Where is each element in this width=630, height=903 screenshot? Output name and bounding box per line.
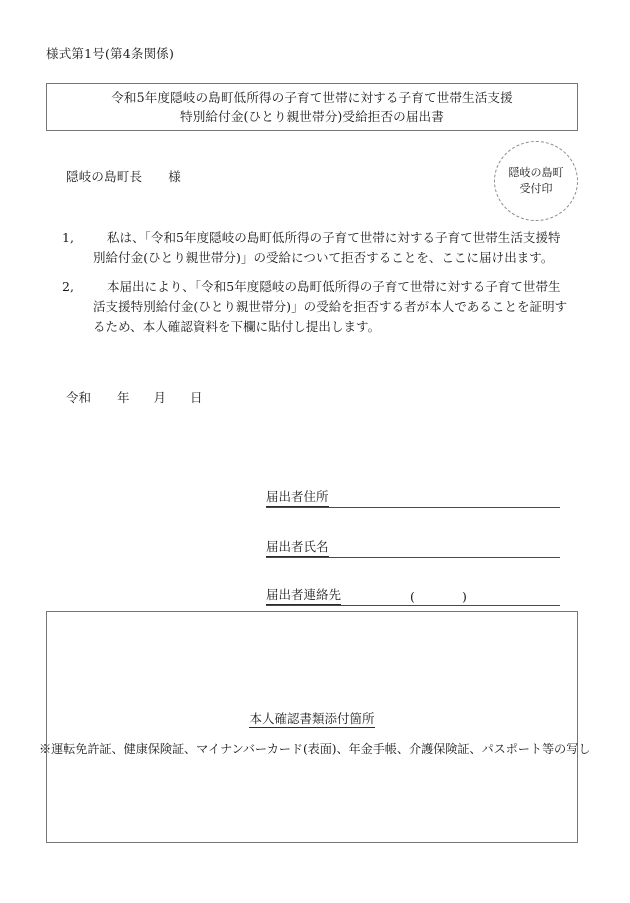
applicant-address-label: 届出者住所 [266,487,329,507]
title-line-1: 令和5年度隠岐の島町低所得の子育て世帯に対する子育て世帯生活支援 [111,90,513,105]
attachment-note: ※運転免許証、健康保険証、マイナンバーカード(表面)、年金手帳、介護保険証、パスポート等の写し [39,742,591,756]
form-number: 様式第1号(第4条関係) [46,46,175,61]
receipt-stamp-line-1: 隠岐の島町 [508,166,564,179]
date-year-unit: 年 [117,390,130,405]
attachment-title [47,708,577,727]
clause-item [62,228,570,268]
title-line-2: 特別給付金(ひとり親世帯分)受給拒否の届出書 [180,109,444,124]
addressee [66,167,181,185]
applicant-contact-field[interactable] [266,586,560,606]
clause-item [62,277,570,337]
receipt-stamp-circle [494,141,578,221]
clause-text: 私は、「令和5年度隠岐の島町低所得の子育て世帯に対する子育て世帯生活支援特別給付金(ひとり親世帯分)」の受給について拒否することを、ここに届け出ます。 [93,230,561,265]
clause-marker: 1, [62,230,74,245]
addressee-honorific: 様 [168,169,181,184]
date-era: 令和 [66,390,92,405]
applicant-name-field[interactable] [266,538,560,558]
date-line [66,388,203,406]
addressee-recipient: 隠岐の島町長 [66,169,143,184]
identity-attachment-box[interactable] [39,611,591,843]
applicant-contact-label: 届出者連絡先 [266,585,341,605]
applicant-address-field[interactable] [266,488,560,508]
clause-text: 本届出により、「令和5年度隠岐の島町低所得の子育て世帯に対する子育て世帯生活支援特別給付金(ひとり親世帯分)」の受給を拒否する者が本人であることを証明するため、本人確認資料を下欄に貼付し提出します。 [93,279,568,334]
clause-marker: 2, [62,279,74,294]
applicant-name-rule [266,557,560,558]
phone-paren-open: ( [410,589,415,604]
applicant-name-label: 届出者氏名 [266,537,329,557]
date-day-unit: 日 [190,390,203,405]
clause-list [62,228,570,346]
date-month-unit: 月 [153,390,167,405]
attachment-title-text: 本人確認書類添付箇所 [249,711,375,726]
title-box [46,83,578,131]
applicant-contact-rule [266,605,560,606]
phone-paren-close: ) [462,589,467,604]
applicant-address-rule [266,507,560,508]
receipt-stamp-line-2: 受付印 [519,182,553,195]
